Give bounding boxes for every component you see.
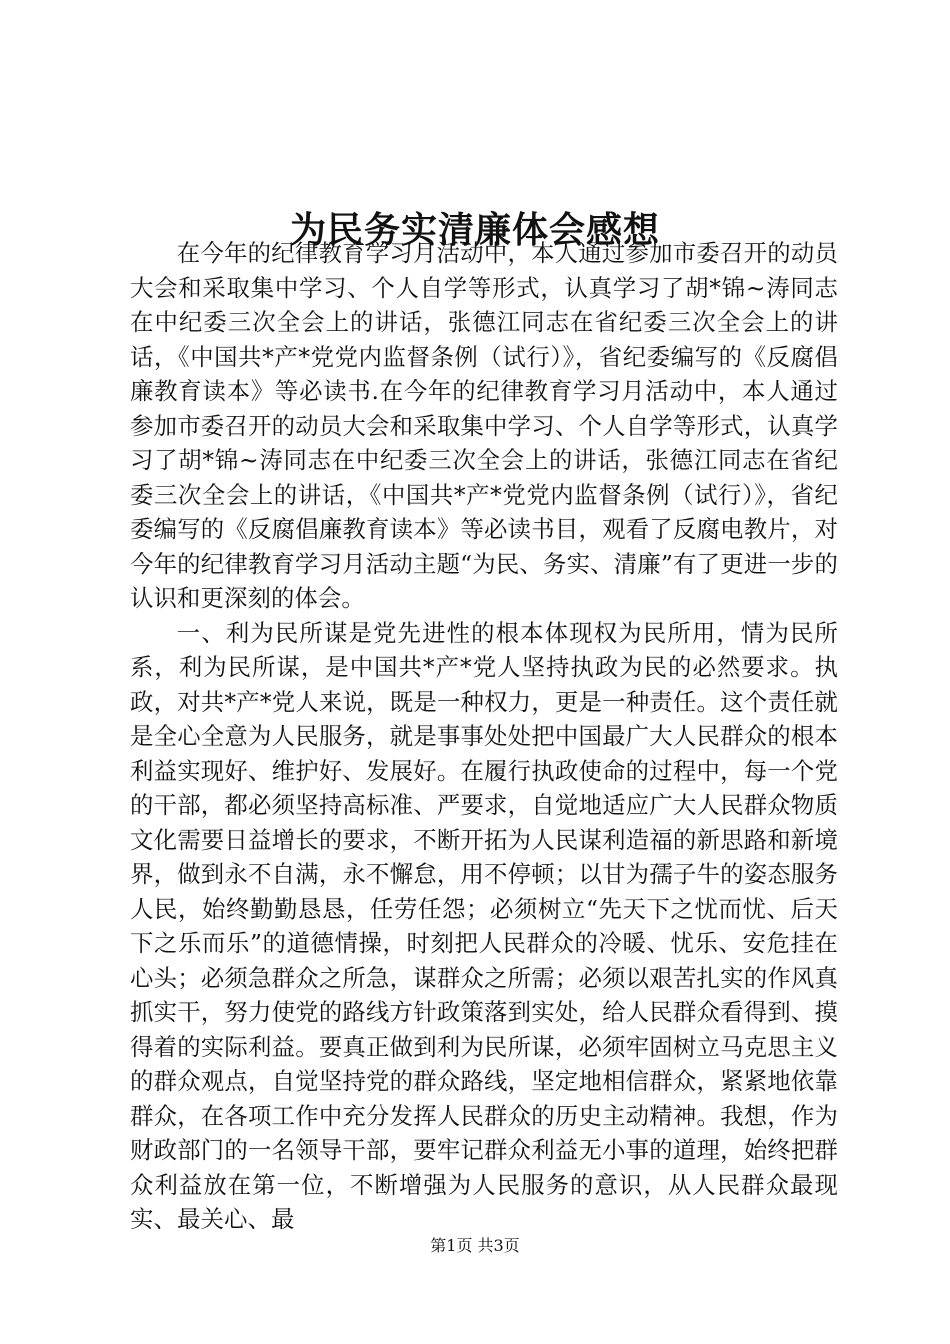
paragraph-intro: 在今年的纪律教育学习月活动中，本人通过参加市委召开的动员大会和采取集中学习、个人自学等形式，认真学习了胡*锦~涛同志在中纪委三次全会上的讲话，张德江同志在省纪委三次全会上的讲话，《中国共*产*党党内监督条例（试行）》，省纪委编写的《反腐倡廉教育读本》等必读书.在今年的纪律教育学习月活动中，本人通过参加市委召开的动员大会和采取集中学习、个人自学等形式，认真学习了胡*锦~涛同志在中纪委三次全会上的讲话，张德江同志在省纪委三次全会上的讲话，《中国共*产*党党内监督条例（试行）》，省纪委编写的《反腐倡廉教育读本》等必读书目，观看了反腐电教片，对今年的纪律教育学习月活动主题“为民、务实、清廉”有了更进一步的认识和更深刻的体会。 bbox=[130, 239, 838, 612]
paragraph-section-one: 一、利为民所谋是党先进性的根本体现权为民所用，情为民所系，利为民所谋，是中国共*产*党人坚持执政为民的必然要求。执政，对共*产*党人来说，既是一种权力，更是一种责任。这个责任就是全心全意为人民服务，就是事事处处把中国最广大人民群众的根本利益实现好、维护好、发展好。在履行执政使命的过程中，每一个党的干部，都必须坚持高标准、严要求，自觉地适应广大人民群众物质文化需要日益增长的要求，不断开拓为人民谋利造福的新思路和新境界，做到永不自满，永不懈怠，用不停顿；以甘为孺子牛的姿态服务人民，始终勤勤恳恳，任劳任怨；必须树立“先天下之忧而忧、后天下之乐而乐”的道德情操，时刻把人民群众的冷暖、忧乐、安危挂在心头；必须急群众之所急，谋群众之所需；必须以艰苦扎实的作风真抓实干，努力使党的路线方针政策落到实处，给人民群众看得到、摸得着的实际利益。要真正做到利为民所谋，必须牢固树立马克思主义的群众观点，自觉坚持党的群众路线，坚定地相信群众，紧紧地依靠群众，在各项工作中充分发挥人民群众的历史主动精神。我想，作为财政部门的一名领导干部，要牢记群众利益无小事的道理，始终把群众利益放在第一位，不断增强为人民服务的意识，从人民群众最现实、最关心、最 bbox=[130, 618, 838, 1233]
page-number-footer: 第1页 共3页 bbox=[430, 1236, 520, 1255]
document-body bbox=[130, 236, 838, 1237]
document-title: 为民务实清廉体会感想 bbox=[289, 210, 660, 252]
